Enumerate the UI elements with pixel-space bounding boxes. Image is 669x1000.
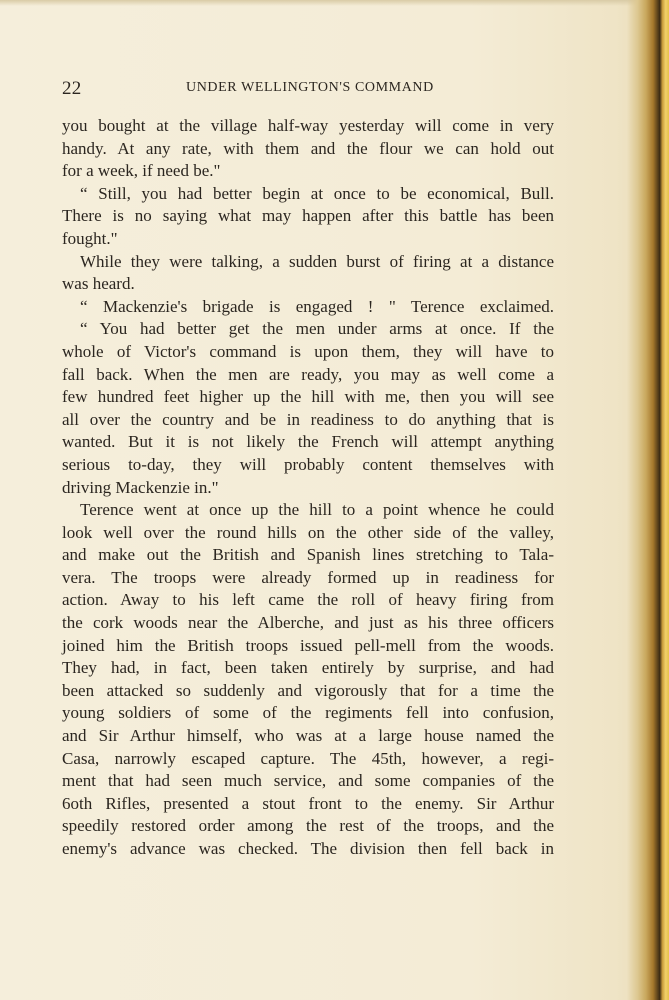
text-line: was heard. <box>62 274 135 294</box>
text-line: ment that had seen much service, and some companies of the <box>62 771 554 791</box>
text-line: few hundred feet higher up the hill with me, then you will see <box>62 387 554 407</box>
text-line: “ Still, you had better begin at once to be economical, Bull. <box>80 183 554 203</box>
text-line: vera. The troops were already formed up in readiness for <box>62 567 554 587</box>
text-line: fought." <box>62 228 118 248</box>
text-line: whole of Victor's command is upon them, they will have to <box>62 341 554 361</box>
page-top-edge <box>0 0 669 6</box>
text-line: you bought at the village half-way yesterday will come in very <box>62 116 554 135</box>
running-title: UNDER WELLINGTON'S COMMAND <box>186 80 434 95</box>
text-line: handy. At any rate, with them and the flour we can hold out <box>62 138 554 158</box>
text-line: While they were talking, a sudden burst of firing at a distance <box>80 251 554 271</box>
text-line: Casa, narrowly escaped capture. The 45th, however, a regi- <box>62 748 554 768</box>
text-line: all over the country and be in readiness to do anything that is <box>62 409 554 429</box>
text-line: for a week, if need be." <box>62 161 221 181</box>
text-line: “ You had better get the men under arms at once. If the <box>80 319 554 339</box>
text-line: 6oth Rifles, presented a stout front to the enemy. Sir Arthur <box>62 793 554 813</box>
text-line: There is no saying what may happen after this battle has been <box>62 206 554 226</box>
text-line: look well over the round hills on the other side of the valley, <box>62 522 554 542</box>
text-line: fall back. When the men are ready, you may as well come a <box>62 364 554 384</box>
text-line: been attacked so suddenly and vigorously that for a time the <box>62 680 554 700</box>
running-head <box>62 78 562 102</box>
text-line: the cork woods near the Alberche, and just as his three officers <box>62 613 554 633</box>
page-number: 22 <box>62 78 82 99</box>
text-line: joined him the British troops issued pell-mell from the woods. <box>62 635 554 655</box>
text-line: They had, in fact, been taken entirely by surprise, and had <box>62 658 554 678</box>
text-line: wanted. But it is not likely the French will attempt anything <box>62 432 554 452</box>
text-line: serious to-day, they will probably content themselves with <box>62 454 554 474</box>
text-line: young soldiers of some of the regiments fell into confusion, <box>62 703 554 723</box>
text-line: speedily restored order among the rest of the troops, and the <box>62 816 554 836</box>
text-line: and Sir Arthur himself, who was at a large house named the <box>62 726 554 746</box>
text-line: enemy's advance was checked. The division then fell back in <box>62 839 554 858</box>
text-line: “ Mackenzie's brigade is engaged ! " Terence exclaimed. <box>80 296 554 316</box>
text-line: driving Mackenzie in." <box>62 477 219 497</box>
text-line: Terence went at once up the hill to a point whence he could <box>80 500 554 520</box>
text-line: action. Away to his left came the roll of heavy firing from <box>62 590 554 610</box>
text-line: and make out the British and Spanish lines stretching to Tala- <box>62 545 554 565</box>
book-spine-edge <box>627 0 669 1000</box>
body-text <box>62 115 554 861</box>
